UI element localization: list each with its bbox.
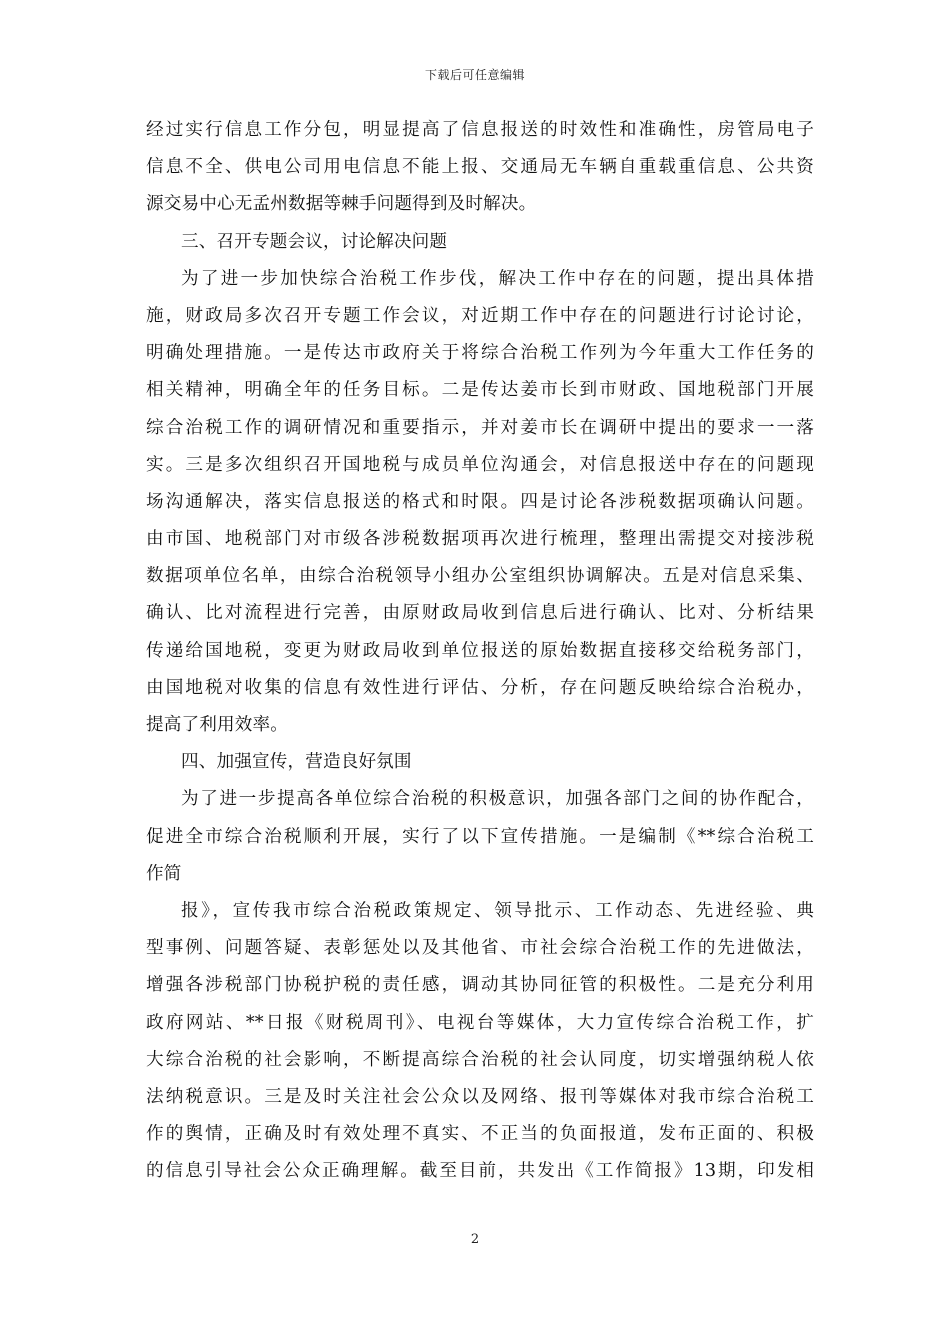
page-header: 下载后可任意编辑 (424, 68, 525, 82)
paragraph-line: 由国地税对收集的信息有效性进行评估、分析，存在问题反映给综合治税办， (146, 677, 814, 698)
page-number: 2 (470, 1232, 480, 1247)
paragraph-first-line: 为了进一步提高各单位综合治税的积极意识，加强各部门之间的协作配合， (181, 789, 814, 810)
paragraph-line: 信息不全、供电公司用电信息不能上报、交通局无车辆自重载重信息、公共资 (146, 157, 814, 178)
paragraph-first-line: 报》，宣传我市综合治税政策规定、领导批示、工作动态、先进经验、典 (181, 900, 814, 921)
paragraph-line: 施，财政局多次召开专题工作会议，对近期工作中存在的问题进行讨论讨论， (146, 305, 814, 326)
paragraph-line: 综合治税工作的调研情况和重要指示，并对姜市长在调研中提出的要求一一落 (146, 417, 814, 438)
paragraph-first-line: 为了进一步加快综合治税工作步伐，解决工作中存在的问题，提出具体措 (181, 268, 814, 289)
paragraph-line: 场沟通解决，落实信息报送的格式和时限。四是讨论各涉税数据项确认问题。 (146, 491, 814, 512)
paragraph-line: 促进全市综合治税顺利开展，实行了以下宣传措施。一是编制《**综合治税工 (146, 826, 814, 847)
paragraph-line: 实。三是多次组织召开国地税与成员单位沟通会，对信息报送中存在的问题现 (146, 454, 814, 475)
paragraph-line: 明确处理措施。一是传达市政府关于将综合治税工作列为今年重大工作任务的 (146, 343, 814, 364)
paragraph-line: 数据项单位名单，由综合治税领导小组办公室组织协调解决。五是对信息采集、 (146, 566, 814, 587)
paragraph-line: 增强各涉税部门协税护税的责任感，调动其协同征管的积极性。二是充分利用 (146, 975, 814, 996)
paragraph-line: 法纳税意识。三是及时关注社会公众以及网络、报刊等媒体对我市综合治税工 (146, 1086, 814, 1107)
paragraph-line: 大综合治税的社会影响，不断提高综合治税的社会认同度，切实增强纳税人依 (146, 1049, 814, 1070)
paragraph-line: 的信息引导社会公众正确理解。截至目前，共发出《工作简报》13期，印发相 (146, 1161, 814, 1182)
paragraph-line: 由市国、地税部门对市级各涉税数据项再次进行梳理，整理出需提交对接涉税 (146, 529, 814, 550)
paragraph-line: 提高了利用效率。 (146, 715, 288, 735)
paragraph-first-line: 三、召开专题会议，讨论解决问题 (181, 231, 448, 252)
paragraph-first-line: 四、加强宣传，营造良好氛围 (181, 752, 412, 773)
document-body (146, 112, 814, 1190)
paragraph-line: 作的舆情，正确及时有效处理不真实、不正当的负面报道，发布正面的、积极 (146, 1124, 814, 1145)
paragraph-line: 相关精神，明确全年的任务目标。二是传达姜市长到市财政、国地税部门开展 (146, 380, 814, 401)
paragraph-line: 经过实行信息工作分包，明显提高了信息报送的时效性和准确性，房管局电子 (146, 120, 814, 140)
paragraph-line: 政府网站、**日报《财税周刊》、电视台等媒体，大力宣传综合治税工作，扩 (146, 1012, 814, 1033)
paragraph-line: 作简 (146, 863, 182, 884)
paragraph-line: 确认、比对流程进行完善，由原财政局收到信息后进行确认、比对、分析结果 (146, 603, 814, 624)
paragraph-line: 传递给国地税，变更为财政局收到单位报送的原始数据直接移交给税务部门， (146, 640, 814, 661)
paragraph-line: 源交易中心无孟州数据等棘手问题得到及时解决。 (146, 194, 537, 215)
paragraph-line: 型事例、问题答疑、表彰惩处以及其他省、市社会综合治税工作的先进做法， (146, 938, 814, 959)
